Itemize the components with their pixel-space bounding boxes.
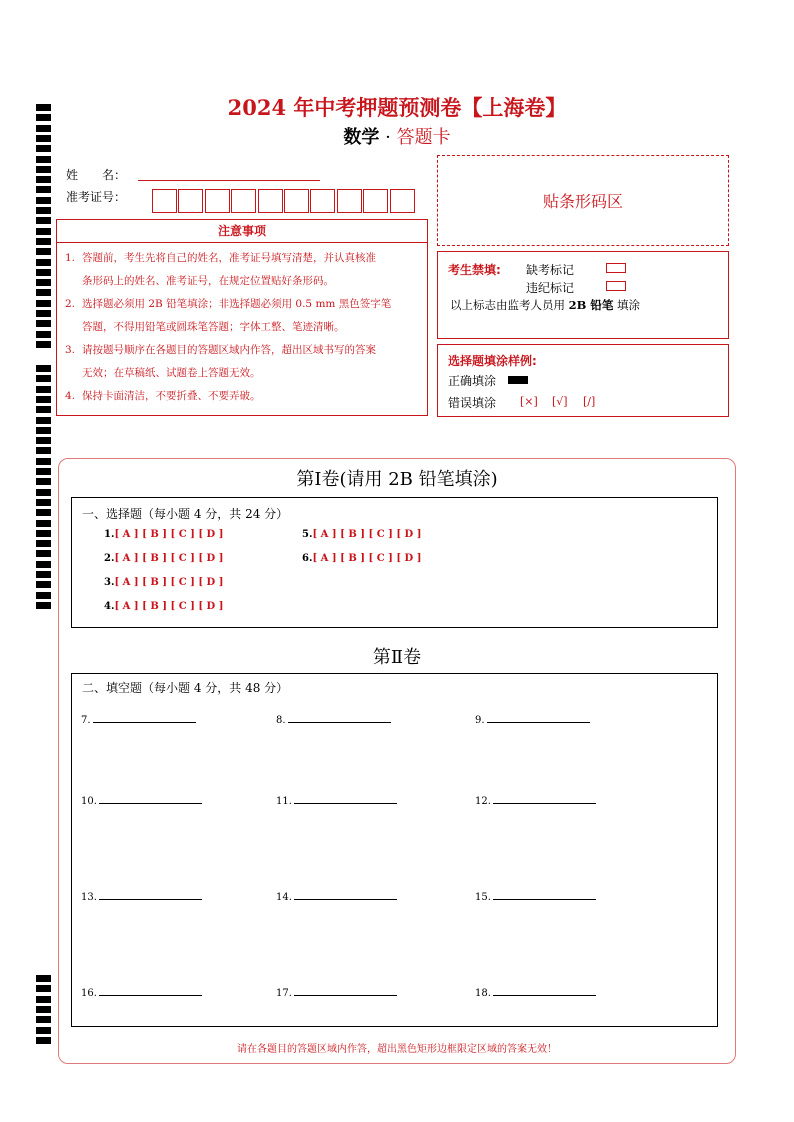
correct-fill-label: 正确填涂 xyxy=(448,374,497,388)
timing-mark xyxy=(36,166,51,173)
timing-mark xyxy=(36,331,51,338)
blank-number: 11. xyxy=(276,796,292,807)
answer-line[interactable] xyxy=(99,986,202,996)
absent-label: 缺考标记 xyxy=(526,263,575,277)
notice-line: 答题，不得用铅笔或圆珠笔答题；字体工整、笔迹清晰。 xyxy=(82,321,345,333)
sample-heading: 选择题填涂样例: xyxy=(448,354,537,368)
notice-line: 请按题号顺序在各题目的答题区域内作答，超出区域书写的答案 xyxy=(82,344,376,356)
notice-item-number: 1. xyxy=(65,252,76,264)
fill-blank-item xyxy=(81,713,196,726)
timing-mark xyxy=(36,427,51,434)
answer-options[interactable]: [ A ] [ B ] [ C ] [ D ] xyxy=(312,553,422,564)
wrong-mark-3: [/] xyxy=(583,395,596,408)
notice-item-number: 3. xyxy=(65,344,76,356)
id-digit-box[interactable] xyxy=(178,189,203,213)
choice-question xyxy=(302,529,421,540)
blank-number: 14. xyxy=(276,892,292,903)
fill-blank-item xyxy=(475,986,596,999)
timing-mark xyxy=(36,279,51,286)
barcode-area: 贴条形码区 xyxy=(437,155,729,246)
question-number: 6. xyxy=(302,553,313,564)
subtitle-dot: · xyxy=(385,127,391,148)
blank-number: 8. xyxy=(276,715,286,726)
wrong-mark-2: [√] xyxy=(552,395,568,408)
forbid-note-bold: 2B 铅笔 xyxy=(568,298,614,312)
timing-mark xyxy=(36,269,51,276)
id-digit-box[interactable] xyxy=(205,189,230,213)
timing-mark xyxy=(36,592,51,599)
timing-mark xyxy=(36,520,51,527)
page-subtitle xyxy=(0,123,794,149)
notice-item-number: 2. xyxy=(65,298,76,310)
answer-options[interactable]: [ A ] [ B ] [ C ] [ D ] xyxy=(114,601,224,612)
footer-warning: 请在各题目的答题区域内作答，超出黑色矩形边框限定区域的答案无效！ xyxy=(237,1044,557,1055)
timing-mark xyxy=(36,375,51,382)
id-digit-box[interactable] xyxy=(152,189,177,213)
timing-mark xyxy=(36,365,51,372)
violation-mark-box[interactable] xyxy=(606,281,626,291)
blank-number: 9. xyxy=(475,715,485,726)
notice-line: 答题前，考生先将自己的姓名，准考证号填写清楚，并认真核准 xyxy=(82,252,376,264)
fill-blank-item xyxy=(475,890,596,903)
timing-mark xyxy=(36,289,51,296)
timing-mark xyxy=(36,581,51,588)
forbid-note-pre: 以上标志由监考人员用 xyxy=(450,298,565,312)
choice-question xyxy=(302,553,421,564)
answer-line[interactable] xyxy=(93,713,196,723)
blank-number: 10. xyxy=(81,796,97,807)
answer-options[interactable]: [ A ] [ B ] [ C ] [ D ] xyxy=(114,553,224,564)
notice-line: 条形码上的姓名、准考证号，在规定位置贴好条形码。 xyxy=(82,275,334,287)
id-digit-box[interactable] xyxy=(390,189,415,213)
timing-mark xyxy=(36,458,51,465)
id-label: 准考证号： xyxy=(66,190,127,204)
notice-item xyxy=(65,339,421,385)
blank-number: 15. xyxy=(475,892,491,903)
timing-mark xyxy=(36,550,51,557)
timing-mark xyxy=(36,561,51,568)
timing-mark xyxy=(36,176,51,183)
fill-blank-item xyxy=(81,794,202,807)
fill-section-heading: 二、填空题（每小题 4 分，共 48 分） xyxy=(82,681,289,695)
notice-heading: 注意事项 xyxy=(57,220,427,243)
fill-blank-item xyxy=(276,794,397,807)
answer-card-label: 答题卡 xyxy=(396,127,451,148)
notice-line: 无效；在草稿纸、试题卷上答题无效。 xyxy=(82,367,261,379)
timing-mark xyxy=(36,259,51,266)
fill-sample-box xyxy=(437,344,729,417)
timing-mark xyxy=(36,310,51,317)
answer-line[interactable] xyxy=(294,890,397,900)
answer-line[interactable] xyxy=(294,794,397,804)
timing-mark xyxy=(36,1027,51,1034)
question-number: 5. xyxy=(302,529,313,540)
answer-options[interactable]: [ A ] [ B ] [ C ] [ D ] xyxy=(114,529,224,540)
notice-item-text xyxy=(82,293,391,339)
notice-box xyxy=(56,219,428,416)
fill-blank-item xyxy=(475,713,590,726)
id-digit-box[interactable] xyxy=(363,189,388,213)
answer-line[interactable] xyxy=(493,794,596,804)
timing-mark xyxy=(36,320,51,327)
answer-line[interactable] xyxy=(493,986,596,996)
blank-number: 16. xyxy=(81,988,97,999)
timing-mark xyxy=(36,238,51,245)
timing-mark xyxy=(36,1016,51,1023)
question-number: 1. xyxy=(104,529,115,540)
subject-label: 数学 xyxy=(343,127,380,148)
timing-mark xyxy=(36,396,51,403)
notice-line: 保持卡面清洁，不要折叠、不要弄破。 xyxy=(82,390,261,402)
fill-blank-item xyxy=(475,794,596,807)
fill-blank-item xyxy=(276,890,397,903)
answer-line[interactable] xyxy=(294,986,397,996)
answer-line[interactable] xyxy=(99,794,202,804)
question-number: 4. xyxy=(104,601,115,612)
notice-item-text xyxy=(82,339,376,385)
violation-label: 违纪标记 xyxy=(526,281,575,295)
id-digit-box[interactable] xyxy=(337,189,362,213)
notice-item xyxy=(65,293,421,339)
choice-question xyxy=(104,553,223,564)
choice-question xyxy=(104,601,223,612)
timing-mark xyxy=(36,217,51,224)
notice-line: 选择题必须用 2B 铅笔填涂；非选择题必须用 0.5 mm 黑色签字笔 xyxy=(82,298,392,310)
choice-question xyxy=(104,529,223,540)
part2-title: 第Ⅱ卷 xyxy=(372,647,422,668)
timing-mark xyxy=(36,530,51,537)
timing-mark xyxy=(36,197,51,204)
id-digit-box[interactable] xyxy=(310,189,335,213)
timing-mark xyxy=(36,386,51,393)
blank-number: 18. xyxy=(475,988,491,999)
answer-options[interactable]: [ A ] [ B ] [ C ] [ D ] xyxy=(114,577,224,588)
notice-item-text xyxy=(82,385,261,408)
notice-item-number: 4. xyxy=(65,390,76,402)
id-digit-box[interactable] xyxy=(231,189,256,213)
blank-number: 12. xyxy=(475,796,491,807)
choice-question xyxy=(104,577,223,588)
timing-mark xyxy=(36,186,51,193)
timing-mark xyxy=(36,406,51,413)
absent-mark-box[interactable] xyxy=(606,263,626,273)
notice-list xyxy=(57,243,427,408)
id-digit-box[interactable] xyxy=(258,189,283,213)
timing-mark xyxy=(36,437,51,444)
timing-mark xyxy=(36,571,51,578)
answer-options[interactable]: [ A ] [ B ] [ C ] [ D ] xyxy=(312,529,422,540)
forbid-note-post: 填涂 xyxy=(617,298,641,312)
timing-mark xyxy=(36,447,51,454)
blank-number: 17. xyxy=(276,988,292,999)
answer-line[interactable] xyxy=(493,890,596,900)
timing-mark xyxy=(36,602,51,609)
fill-blank-item xyxy=(81,890,202,903)
forbid-note xyxy=(450,297,640,313)
timing-mark xyxy=(36,156,51,163)
answer-line[interactable] xyxy=(99,890,202,900)
timing-mark xyxy=(36,540,51,547)
timing-mark xyxy=(36,228,51,235)
timing-mark xyxy=(36,509,51,516)
answer-line[interactable] xyxy=(288,713,391,723)
answer-line[interactable] xyxy=(487,713,590,723)
name-field[interactable] xyxy=(138,180,320,181)
question-number: 3. xyxy=(104,577,115,588)
page-title: 2024 年中考押题预测卷【上海卷】 xyxy=(227,95,567,120)
forbid-label: 考生禁填: xyxy=(448,263,501,277)
fill-blank-item xyxy=(81,986,202,999)
notice-item-text xyxy=(82,247,376,293)
blank-number: 13. xyxy=(81,892,97,903)
choice-section-heading: 一、选择题（每小题 4 分，共 24 分） xyxy=(82,507,289,521)
examinee-forbidden-box xyxy=(437,251,729,339)
timing-mark xyxy=(36,985,51,992)
fill-section-box xyxy=(71,673,718,1027)
timing-mark xyxy=(36,975,51,982)
question-number: 2. xyxy=(104,553,115,564)
name-label: 姓 名： xyxy=(66,168,127,182)
timing-mark xyxy=(36,996,51,1003)
timing-mark xyxy=(36,341,51,348)
timing-mark xyxy=(36,417,51,424)
wrong-fill-label: 错误填涂 xyxy=(448,396,497,410)
fill-blank-item xyxy=(276,713,391,726)
timing-mark xyxy=(36,207,51,214)
notice-item xyxy=(65,247,421,293)
id-digit-box[interactable] xyxy=(284,189,309,213)
timing-mark xyxy=(36,248,51,255)
blank-number: 7. xyxy=(81,715,91,726)
fill-blank-item xyxy=(276,986,397,999)
part1-title: 第Ⅰ卷(请用 2B 铅笔填涂) xyxy=(296,469,498,490)
notice-item xyxy=(65,385,421,408)
timing-mark xyxy=(36,300,51,307)
timing-mark xyxy=(36,1006,51,1013)
timing-mark xyxy=(36,499,51,506)
wrong-mark-1: [×] xyxy=(520,395,538,408)
correct-fill-mark xyxy=(508,376,528,384)
